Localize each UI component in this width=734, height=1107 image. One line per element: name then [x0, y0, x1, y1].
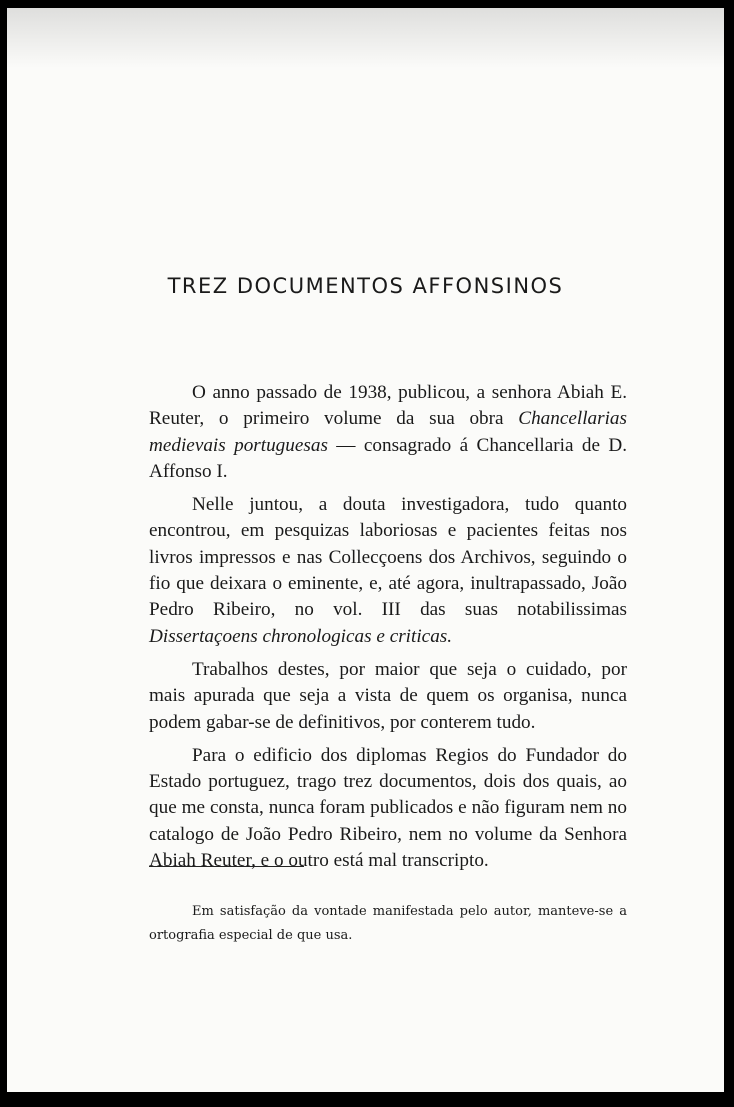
paragraph-3: Trabalhos destes, por maior que seja o cuidado, por mais apurada que seja a vista de quem os organisa, nunca podem gabar-se de definitivos, por conterem tudo. — [149, 658, 627, 733]
paragraph-2-italic: Dissertaçoens chronologicas e criticas. — [149, 625, 453, 647]
paragraph-2 — [149, 492, 627, 650]
book-page — [7, 8, 724, 1092]
paragraph-1-text: O anno passado de 1938, publicou, a senhora Abiah E. Reuter, o primeiro volume da sua obra — [149, 382, 627, 430]
paragraph-4: Para o edificio dos diplomas Regios do Fundador do Estado portuguez, trago trez documentos, dois dos quais, ao que me consta, nunca foram publicados e não figuram nem no catalogo de João Pedro Ribeiro, nem no volume da Senhora Abiah Reuter, e o outro está mal transcripto. — [149, 744, 627, 872]
footnote-divider — [149, 866, 304, 867]
chapter-title: TREZ DOCUMENTOS AFFONSINOS — [167, 274, 564, 298]
footnote: Em satisfação da vontade manifestada pelo autor, manteve-se a ortografia especial de que usa. — [149, 904, 627, 943]
paragraph-1-italic: Chancellarias medievais portuguesas — [149, 408, 627, 456]
paragraph-1 — [149, 380, 627, 485]
body-text — [149, 380, 627, 881]
paragraph-2-text: Nelle juntou, a douta investigadora, tudo quanto encontrou, em pesquizas laboriosas e pacientes feitas nos livros impressos e nas Collecçoens dos Archivos, seguindo o fio que deixara o eminente, e, até agora, inultrapassado, João Pedro Ribeiro, no vol. III das suas notabilissimas — [149, 494, 627, 621]
paragraph-1-text-end: — consagrado á Chancellaria de D. Affonso I. — [149, 434, 627, 482]
